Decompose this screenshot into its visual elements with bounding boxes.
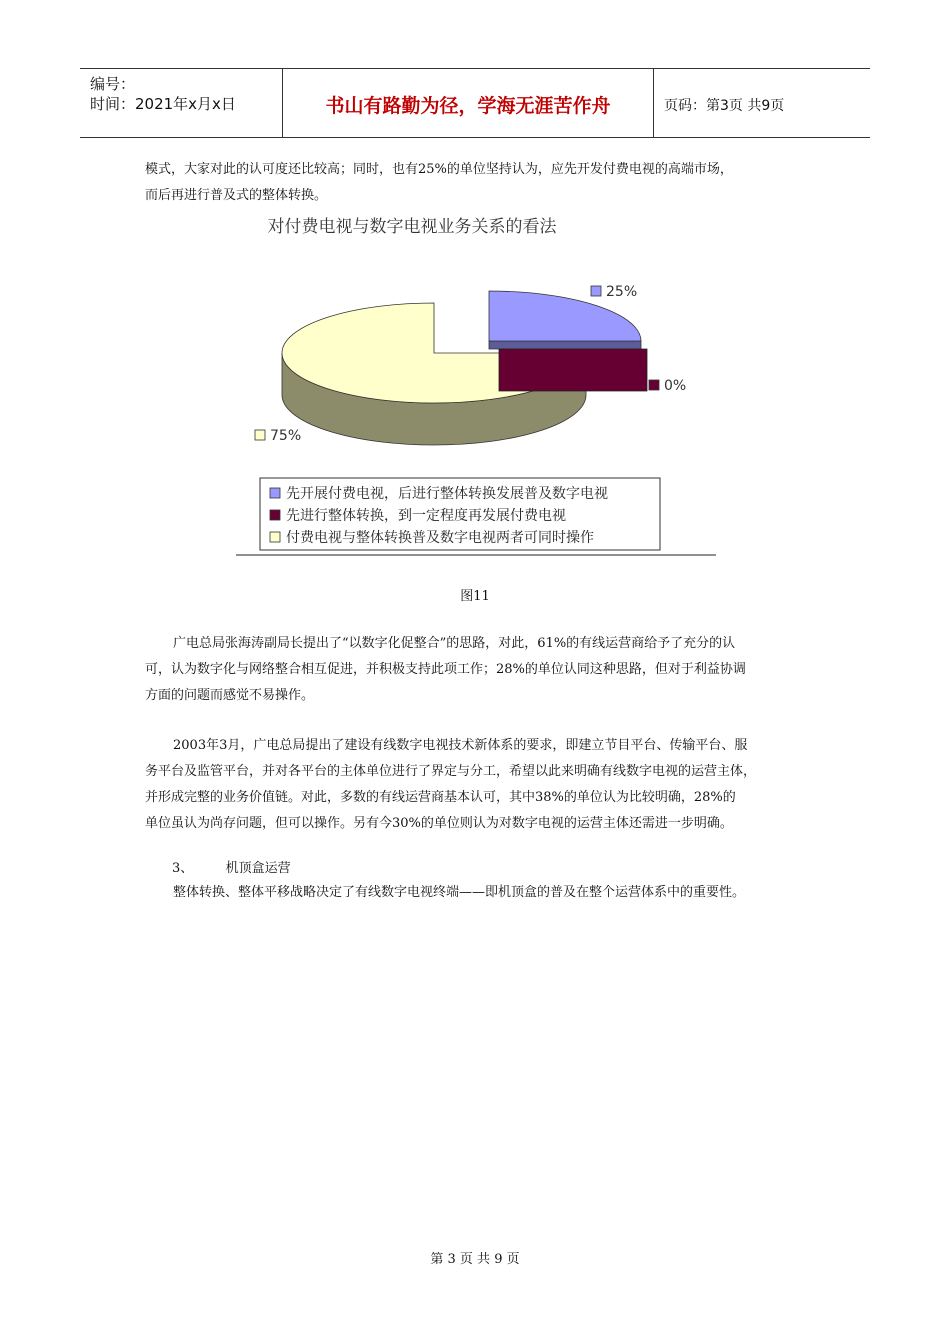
value-label-75: 75%	[270, 428, 302, 444]
paragraph-2-line-4: 单位虽认为尚存问题，但可以操作。另有今30%的单位则认为对数字电视的运营主体还需进一步明确。	[145, 816, 733, 831]
paragraph-1	[145, 631, 805, 709]
legend-swatch-1	[270, 510, 280, 520]
header-table	[80, 68, 870, 138]
value-label-0-swatch	[649, 380, 659, 390]
section-title: 机顶盒运营	[225, 861, 291, 876]
paragraph-1-line-3: 方面的问题而感觉不易操作。	[145, 688, 315, 703]
section-heading	[172, 857, 291, 876]
figure-caption: 图11	[460, 589, 490, 604]
paragraph-2-line-2: 务平台及监管平台，并对各平台的主体单位进行了界定与分工，希望以此来明确有线数字电视的运营主体，	[145, 764, 757, 779]
paragraph-2	[145, 733, 805, 837]
pie-chart-svg	[236, 208, 716, 558]
paragraph-1-line-1: 广电总局张海涛副局长提出了“以数字化促整合”的思路，对此，61%的有线运营商给予了充分的认	[173, 636, 736, 651]
pie-chart-figure	[236, 208, 716, 558]
chart-title: 对付费电视与数字电视业务关系的看法	[267, 217, 557, 237]
value-label-25-swatch	[591, 286, 601, 296]
value-label-75-swatch	[255, 430, 265, 440]
paragraph-3-line-1: 整体转换、整体平移战略决定了有线数字电视终端——即机顶盒的普及在整个运营体系中的重要性。	[173, 885, 746, 900]
paragraph-2-line-3: 并形成完整的业务价值链。对此，多数的有线运营商基本认可，其中38%的单位认为比较明确，28%的	[145, 790, 736, 805]
chart-legend	[260, 478, 660, 550]
legend-entry-1: 先进行整体转换，到一定程度再发展付费电视	[286, 508, 566, 524]
pie-slice-0	[499, 349, 647, 391]
section-number: 3、	[172, 861, 194, 876]
pie-slice-side-25	[489, 341, 641, 349]
header-motto: 书山有路勤为径，学海无涯苦作舟	[325, 95, 611, 117]
paragraph-3	[145, 880, 805, 906]
intro-line-2: 而后再进行普及式的整体转换。	[145, 188, 328, 203]
header-page-label: 页码：第3页 共9页	[664, 98, 785, 114]
page-footer: 第 3 页 共 9 页	[430, 1252, 520, 1267]
intro-paragraph	[145, 157, 805, 209]
legend-entry-0: 先开展付费电视，后进行整体转换发展普及数字电视	[286, 486, 608, 502]
header-center-cell	[283, 69, 654, 137]
paragraph-2-line-1: 2003年3月，广电总局提出了建设有线数字电视技术新体系的要求，即建立节目平台、传输平台、服	[173, 738, 748, 753]
value-label-25: 25%	[606, 284, 638, 300]
header-right-cell	[654, 69, 870, 137]
document-number-label: 编号：	[90, 75, 136, 93]
header-left-cell	[80, 69, 283, 137]
paragraph-1-line-2: 可，认为数字化与网络整合相互促进，并积极支持此项工作；28%的单位认同这种思路，但对于利益协调	[145, 662, 746, 677]
legend-swatch-2	[270, 532, 280, 542]
value-label-0: 0%	[664, 378, 687, 394]
document-time-label: 时间：2021年x月x日	[90, 95, 236, 113]
legend-swatch-0	[270, 488, 280, 498]
pie-body	[282, 291, 647, 445]
intro-line-1: 模式，大家对此的认可度还比较高；同时，也有25%的单位坚持认为，应先开发付费电视的高端市场，	[145, 162, 733, 177]
legend-entry-2: 付费电视与整体转换普及数字电视两者可同时操作	[286, 530, 594, 546]
